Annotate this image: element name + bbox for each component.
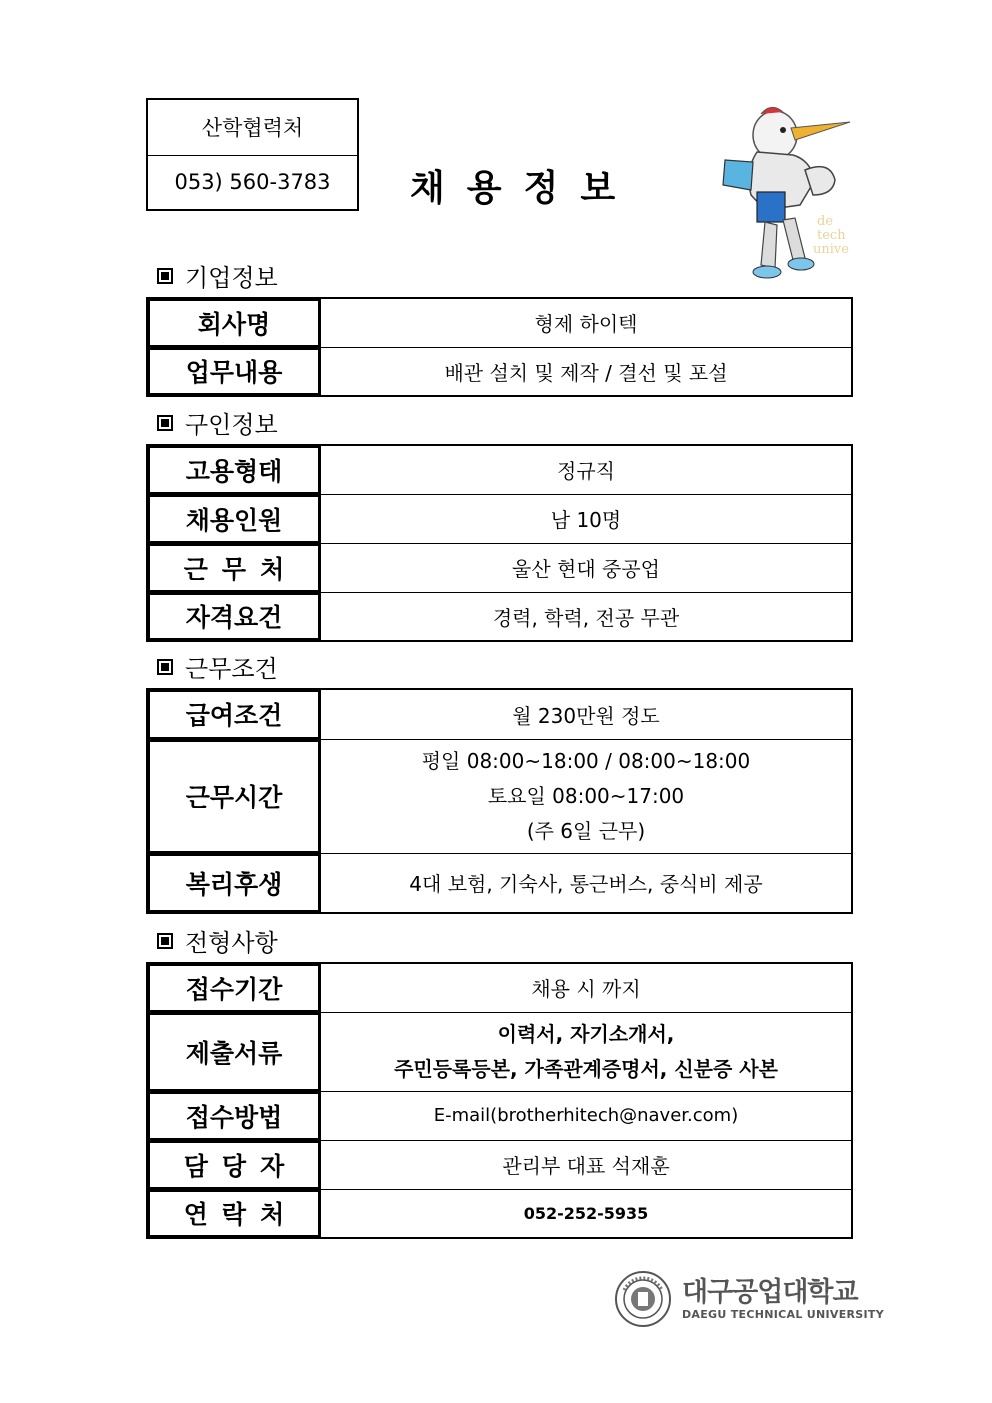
svg-text:unive: unive <box>813 242 849 257</box>
table-row <box>147 494 852 543</box>
contact-label: 산학협력처 <box>201 116 304 141</box>
row-value <box>321 739 853 853</box>
row-value: 4대 보험, 기숙사, 통근버스, 중식비 제공 <box>321 853 853 913</box>
documents-line: 이력서, 자기소개서, <box>497 1021 675 1046</box>
screening-info-table <box>146 962 853 1239</box>
row-label: 급여조건 <box>147 689 321 739</box>
row-value: 채용 시 까지 <box>321 963 853 1012</box>
row-label: 접수방법 <box>147 1091 321 1140</box>
table-row <box>147 1012 852 1091</box>
row-value <box>321 1012 853 1091</box>
table-row <box>147 1091 852 1140</box>
table-row <box>147 347 852 396</box>
table-row <box>147 543 852 592</box>
mascot-crane-image <box>705 100 855 290</box>
recruit-info-table <box>146 444 853 642</box>
square-bullet-icon <box>157 268 173 284</box>
row-label: 회사명 <box>147 298 321 347</box>
logo-name-en: DAEGU TECHNICAL UNIVERSITY <box>682 1307 884 1321</box>
row-label: 채용인원 <box>147 494 321 543</box>
work-hours-line: (주 6일 근무) <box>526 818 646 843</box>
row-value: 관리부 대표 석재훈 <box>321 1140 853 1189</box>
row-value: 형제 하이텍 <box>321 298 853 347</box>
page-title: 채용정보 <box>410 168 638 209</box>
row-label: 제출서류 <box>147 1012 321 1091</box>
table-row <box>147 963 852 1012</box>
table-row <box>147 445 852 494</box>
row-label: 자격요건 <box>147 592 321 641</box>
row-value: 배관 설치 및 제작 / 결선 및 포설 <box>321 347 853 396</box>
row-value: 울산 현대 중공업 <box>321 543 853 592</box>
university-seal-icon <box>614 1270 672 1328</box>
row-value: E-mail(brotherhitech@naver.com) <box>321 1091 853 1140</box>
logo-name-ko: 대구공업대학교 <box>682 1276 858 1308</box>
row-label: 담당자 <box>147 1140 321 1189</box>
svg-text:de: de <box>817 214 834 229</box>
row-value: 경력, 학력, 전공 무관 <box>321 592 853 641</box>
contact-phone: 053) 560-3783 <box>148 155 357 210</box>
section-heading-company: 기업정보 <box>157 258 278 293</box>
work-hours-line: 토요일 08:00~17:00 <box>487 783 685 808</box>
square-bullet-icon <box>157 933 173 949</box>
table-row <box>147 1140 852 1189</box>
row-label: 근무시간 <box>147 739 321 853</box>
section-heading-conditions: 근무조건 <box>157 649 278 684</box>
documents-line: 주민등록등본, 가족관계증명서, 신분증 사본 <box>394 1056 778 1081</box>
table-row <box>147 853 852 913</box>
row-value: 052-252-5935 <box>321 1189 853 1238</box>
table-row <box>147 298 852 347</box>
table-row <box>147 739 852 853</box>
row-label: 고용형태 <box>147 445 321 494</box>
row-label: 업무내용 <box>147 347 321 396</box>
square-bullet-icon <box>157 659 173 675</box>
row-value: 월 230만원 정도 <box>321 689 853 739</box>
square-bullet-icon <box>157 415 173 431</box>
table-row <box>147 689 852 739</box>
section-heading-screening: 전형사항 <box>157 923 278 958</box>
row-label: 접수기간 <box>147 963 321 1012</box>
contact-box <box>146 98 359 211</box>
work-hours-line: 평일 08:00~18:00 / 08:00~18:00 <box>421 748 751 773</box>
row-label: 복리후생 <box>147 853 321 913</box>
section-heading-recruit: 구인정보 <box>157 405 278 440</box>
row-label: 근무처 <box>147 543 321 592</box>
row-label: 연락처 <box>147 1189 321 1238</box>
university-logo <box>614 1270 884 1328</box>
conditions-info-table <box>146 688 853 914</box>
table-row <box>147 592 852 641</box>
row-value: 정규직 <box>321 445 853 494</box>
table-row <box>147 1189 852 1238</box>
company-info-table <box>146 297 853 397</box>
row-value: 남 10명 <box>321 494 853 543</box>
svg-text:tech: tech <box>817 228 846 243</box>
